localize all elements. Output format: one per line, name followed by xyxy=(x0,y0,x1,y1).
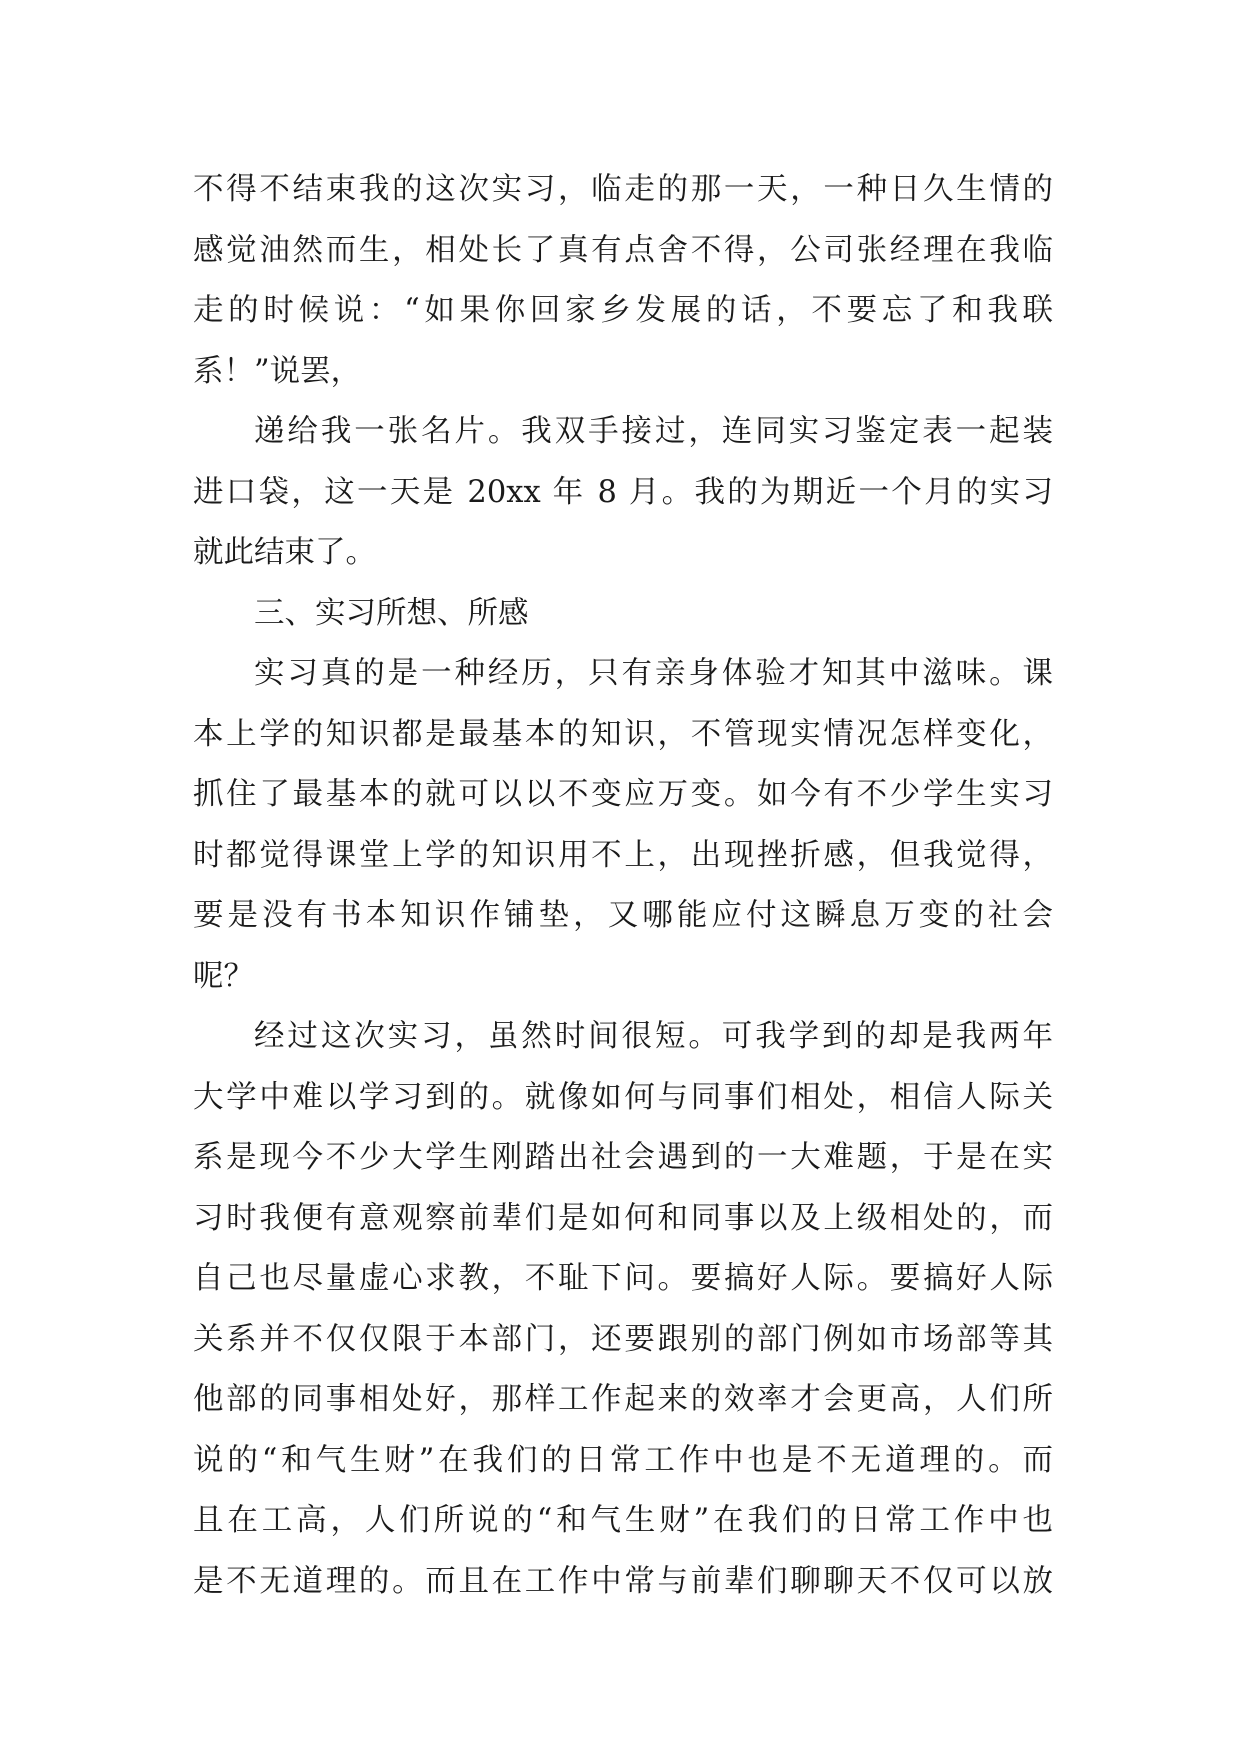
text-line: 自己也尽量虚心求教，不耻下问。要搞好人际。要搞好人际 xyxy=(193,1261,1053,1296)
document-body xyxy=(193,160,1053,1612)
text-line: 时都觉得课堂上学的知识用不上，出现挫折感，但我觉得， xyxy=(193,837,1053,873)
text-line: 感觉油然而生，相处长了真有点舍不得，公司张经理在我临 xyxy=(193,232,1053,268)
text-line: 是不无道理的。而且在工作中常与前辈们聊聊天不仅可以放 xyxy=(193,1563,1053,1599)
text-line: 关系并不仅仅限于本部门，还要跟别的部门例如市场部等其 xyxy=(193,1321,1053,1357)
text-line: 就此结束了。 xyxy=(193,535,376,570)
paragraph-first-line: 经过这次实习，虽然时间很短。可我学到的却是我两年 xyxy=(254,1019,1053,1054)
section-heading: 三、实习所想、所感 xyxy=(254,595,529,631)
paragraph-first-line: 实习真的是一种经历，只有亲身体验才知其中滋味。课 xyxy=(254,656,1053,691)
text-line: 本上学的知识都是最基本的知识，不管现实情况怎样变化， xyxy=(193,716,1053,752)
text-line: 进口袋，这一天是 20xx 年 8 月。我的为期近一个月的实习 xyxy=(193,474,1053,510)
text-line: 且在工高，人们所说的“和气生财”在我们的日常工作中也 xyxy=(193,1503,1053,1538)
text-line: 要是没有书本知识作铺垫，又哪能应付这瞬息万变的社会 xyxy=(193,898,1053,933)
text-line: 大学中难以学习到的。就像如何与同事们相处，相信人际关 xyxy=(193,1079,1053,1115)
text-line: 抓住了最基本的就可以以不变应万变。如今有不少学生实习 xyxy=(193,777,1053,812)
text-line: 说的“和气生财”在我们的日常工作中也是不无道理的。而 xyxy=(193,1442,1053,1478)
text-line: 呢？ xyxy=(193,958,254,994)
text-line: 习时我便有意观察前辈们是如何和同事以及上级相处的，而 xyxy=(193,1200,1053,1236)
text-line: 系！”说罢， xyxy=(193,353,362,389)
text-line: 走的时候说：“如果你回家乡发展的话，不要忘了和我联 xyxy=(193,293,1053,328)
text-line: 不得不结束我的这次实习，临走的那一天，一种日久生情的 xyxy=(193,172,1053,207)
text-line: 他部的同事相处好，那样工作起来的效率才会更高，人们所 xyxy=(193,1382,1053,1417)
text-line: 系是现今不少大学生刚踏出社会遇到的一大难题，于是在实 xyxy=(193,1140,1053,1175)
paragraph-first-line: 递给我一张名片。我双手接过，连同实习鉴定表一起装 xyxy=(254,414,1053,449)
